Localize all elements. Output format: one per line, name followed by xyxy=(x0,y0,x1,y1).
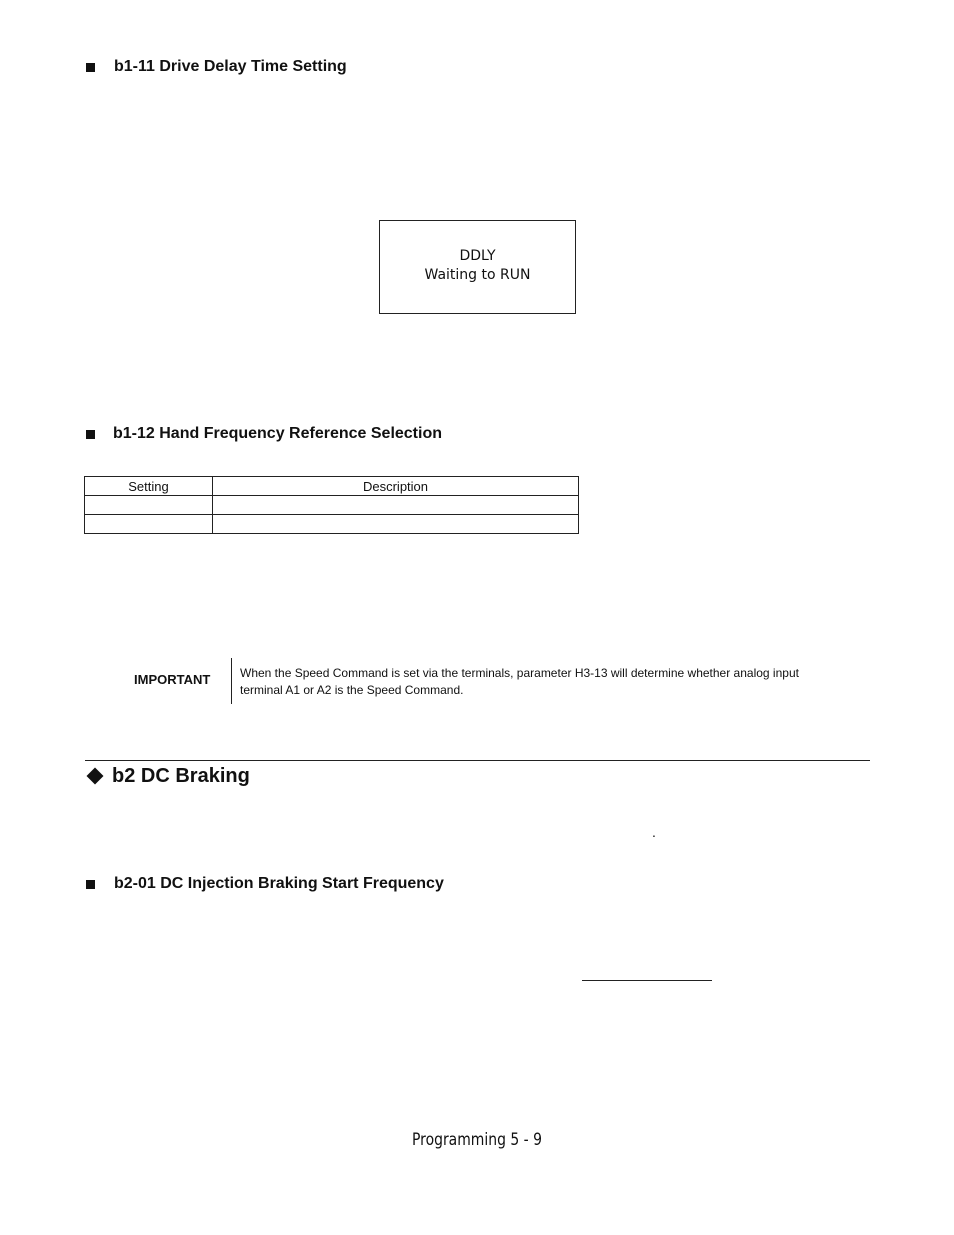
section-title-b2: b2 DC Braking xyxy=(112,765,250,787)
important-text: When the Speed Command is set via the terminals, parameter H3-13 will determine whether analog input terminal A1 or A2 is the Speed Command. xyxy=(240,666,799,697)
diamond-bullet-icon xyxy=(87,768,104,785)
bullet-square-icon xyxy=(86,880,95,889)
important-label: IMPORTANT xyxy=(134,672,211,687)
heading-b2-01: b2-01 DC Injection Braking Start Frequency xyxy=(114,875,444,892)
bullet-square-icon xyxy=(86,430,95,439)
heading-b1-11: b1-11 Drive Delay Time Setting xyxy=(114,58,347,75)
table-row xyxy=(85,515,579,534)
page-footer: Programming 5 - 9 xyxy=(411,1130,543,1150)
heading-b1-12: b1-12 Hand Frequency Reference Selection xyxy=(113,425,442,442)
table-cell xyxy=(85,515,213,534)
table-cell xyxy=(213,515,579,534)
display-line-1: DDLY xyxy=(459,248,496,264)
important-divider xyxy=(231,658,232,704)
column-header-setting: Setting xyxy=(85,477,213,496)
table-row xyxy=(85,496,579,515)
underline-rule xyxy=(582,980,712,981)
display-line-2: Waiting to RUN xyxy=(424,267,531,283)
table-cell xyxy=(85,496,213,515)
keypad-display-box xyxy=(379,220,576,314)
table-cell xyxy=(213,496,579,515)
table-header-row xyxy=(85,477,579,496)
column-header-description: Description xyxy=(213,477,579,496)
bullet-square-icon xyxy=(86,63,95,72)
stray-period: . xyxy=(652,824,656,840)
section-divider xyxy=(85,760,870,761)
settings-table xyxy=(84,476,579,534)
